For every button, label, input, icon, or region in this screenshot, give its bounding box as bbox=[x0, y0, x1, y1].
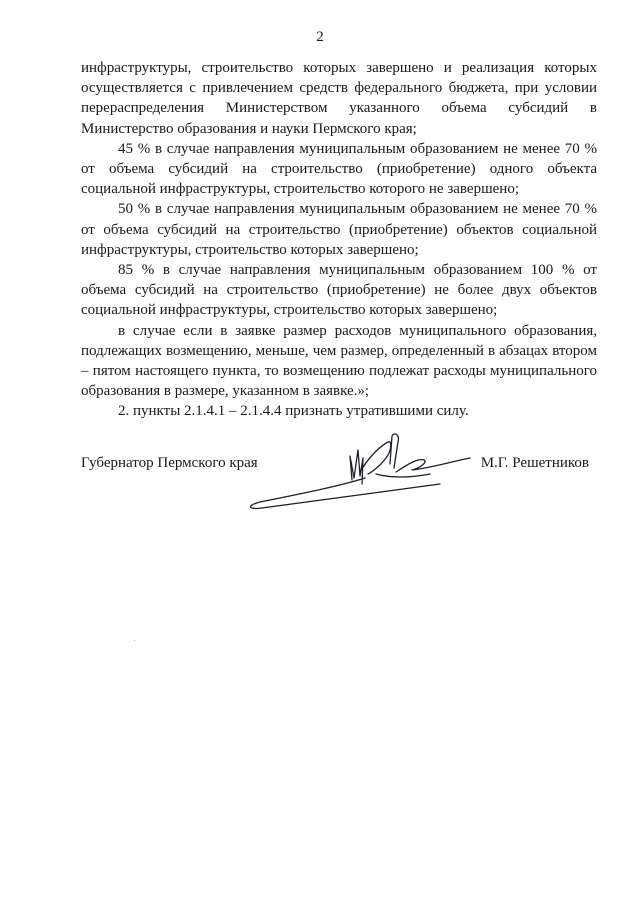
signer-title: Губернатор Пермского края bbox=[81, 455, 258, 471]
paragraph-50-percent: 50 % в случае направления муниципальным образованием не менее 70 % от объема субсидий на строительство (приобретение) объектов социальной инфраструктуры, строительство которых завершено; bbox=[81, 201, 597, 258]
paragraph-repeal: 2. пункты 2.1.4.1 – 2.1.4.4 признать утратившими силу. bbox=[118, 403, 469, 420]
paragraph-85-percent: 85 % в случае направления муниципальным образованием 100 % от объема субсидий на строительство (приобретение) не более двух объектов социальной инфраструктуры, строительство которых завершено; bbox=[81, 262, 597, 319]
paragraph-reimbursement: в случае если в заявке размер расходов муниципального образования, подлежащих возмещению, меньше, чем размер, определенный в абзацах втором – пятом настоящего пункта, то возмещению подлежат расходы муниципального образования в размере, указанном в заявке.»; bbox=[81, 322, 597, 400]
paragraph-continuation: инфраструктуры, строительство которых завершено и реализация которых осуществляется с привлечением средств федерального бюджета, при условии перераспределения Министерством указанного объема субсидий в Министерство образования и науки Пермского края; bbox=[81, 60, 597, 137]
scan-artifact bbox=[134, 640, 135, 641]
handwritten-signature bbox=[240, 428, 480, 518]
paragraph-45-percent: 45 % в случае направления муниципальным образованием не менее 70 % от объема субсидий на строительство (приобретение) одного объекта социальной инфраструктуры, строительство которого не завершено; bbox=[81, 140, 597, 198]
document-body bbox=[81, 58, 597, 422]
signer-name: М.Г. Решетников bbox=[480, 455, 589, 471]
page-number: 2 bbox=[316, 29, 324, 45]
